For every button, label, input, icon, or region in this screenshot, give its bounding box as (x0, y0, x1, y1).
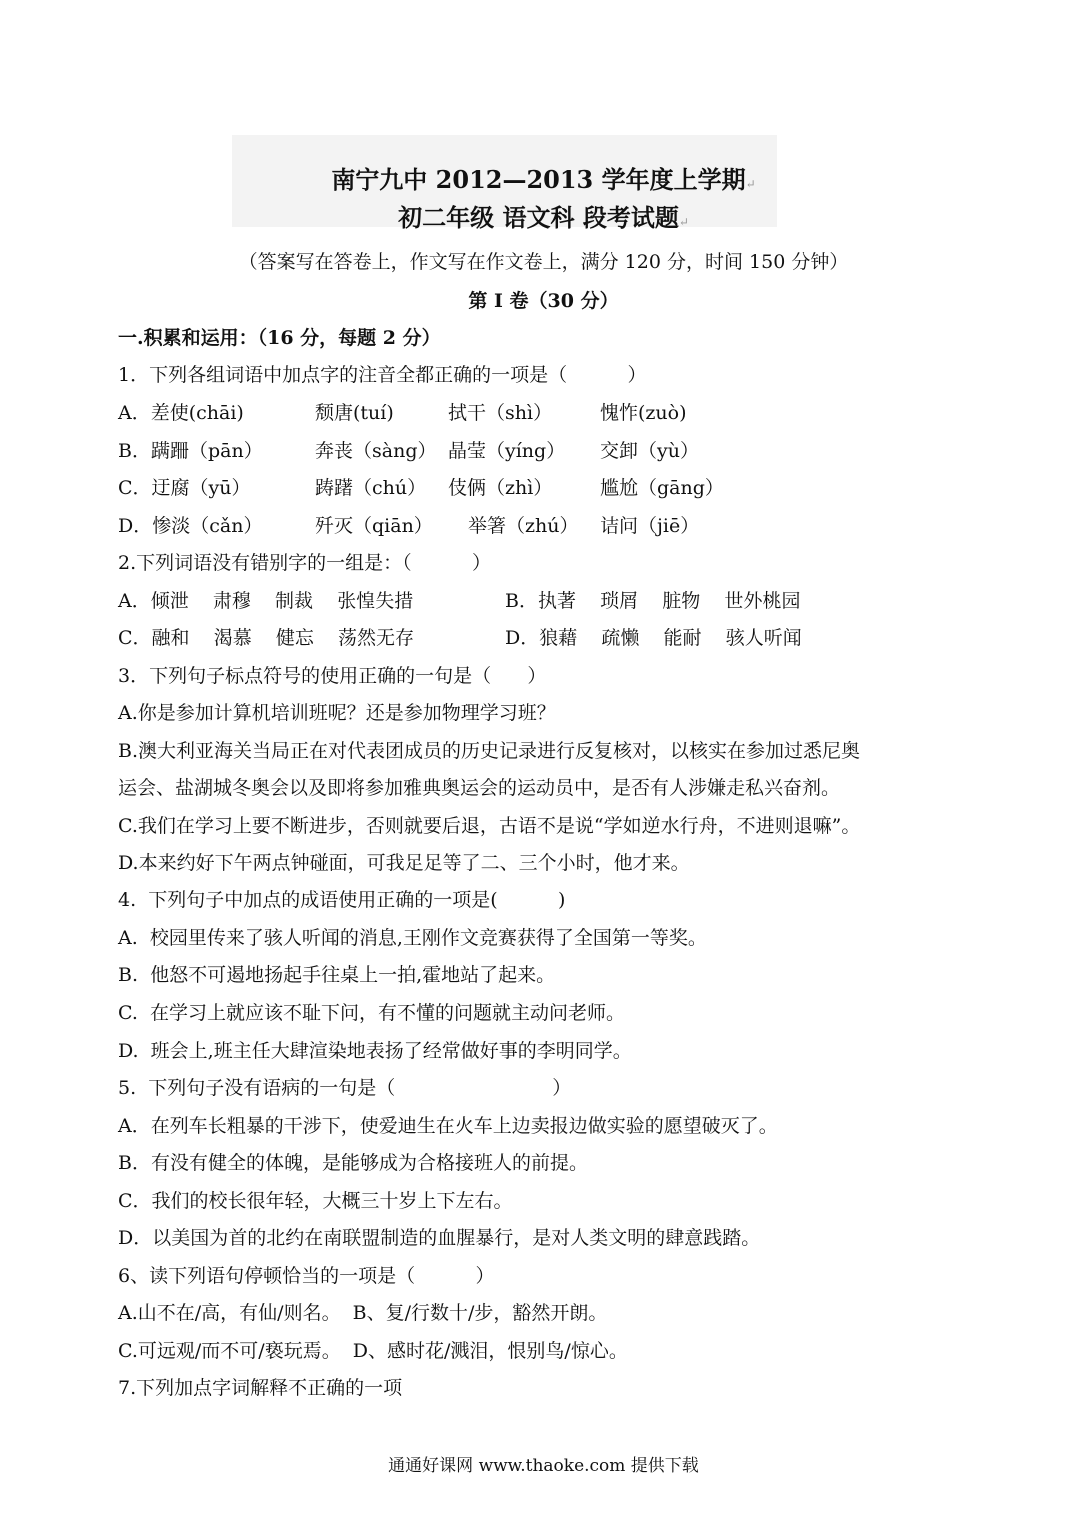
q2-option-a: A．倾泄 肃穆 制裁 张惶失措 (118, 590, 414, 612)
q1-c-option: 踌躇（chú） (315, 477, 427, 499)
q1-a-option: A．差使(chāi) (118, 402, 244, 424)
q3-option-b-cont: 运会、盐湖城冬奥会以及即将参加雅典奥运会的运动员中，是否有人涉嫌走私兴奋剂。 (118, 777, 841, 799)
q1-stem: 1．下列各组词语中加点字的注音全都正确的一项是（ ） (118, 364, 647, 386)
q1-b-option: 奔丧（sàng） (315, 440, 437, 462)
q1-b-option: 交卸（yù） (600, 440, 699, 462)
volume-title: 第 I 卷（30 分） (468, 290, 619, 312)
q6-stem: 6、读下列语句停顿恰当的一项是（ ） (118, 1265, 495, 1287)
q1-b-option: B．蹒跚（pān） (118, 440, 263, 462)
q5-option-a: A．在列车长粗暴的干涉下，使爱迪生在火车上边卖报边做实验的愿望破灭了。 (118, 1115, 778, 1137)
q6-options-ab: A.山不在/高，有仙/则名。 B、复/行数十/步，豁然开朗。 (118, 1302, 608, 1324)
q1-d-option: 歼灭（qiān） (315, 515, 433, 537)
q1-b-option: 晶莹（yíng） (448, 440, 566, 462)
q1-a-option: 拭干（shì） (448, 402, 553, 424)
q3-stem: 3．下列句子标点符号的使用正确的一句是（ ） (118, 665, 547, 687)
q1-a-option: 愧怍(zuò) (600, 402, 687, 424)
q4-option-d: D. 班会上,班主任大肆渲染地表扬了经常做好事的李明同学。 (118, 1040, 632, 1062)
q4-option-b: B. 他怒不可遏地扬起手往桌上一拍,霍地站了起来。 (118, 964, 556, 986)
q2-stem: 2.下列词语没有错别字的一组是：（ ） (118, 552, 492, 574)
q3-option-d: D.本来约好下午两点钟碰面，可我足足等了二、三个小时，他才来。 (118, 852, 690, 874)
q1-c-option: 尴尬（gāng） (600, 477, 724, 499)
footer-source: 通通好课网 www.thaoke.com 提供下载 (388, 1456, 699, 1476)
q1-a-option: 颓唐(tuí) (315, 402, 394, 424)
section1-heading: 一.积累和运用：（16 分，每题 2 分） (118, 327, 441, 349)
q6-options-cd: C.可远观/而不可/亵玩焉。 D、感时花/溅泪，恨别鸟/惊心。 (118, 1340, 628, 1362)
exam-title-line1: 南宁九中 2012—2013 学年度上学期↵ (331, 165, 756, 194)
q4-option-a: A. 校园里传来了骇人听闻的消息,王刚作文竞赛获得了全国第一等奖。 (118, 927, 707, 949)
instructions: （答案写在答卷上，作文写在作文卷上，满分 120 分，时间 150 分钟） (238, 251, 849, 273)
q3-option-a: A.你是参加计算机培训班呢？还是参加物理学习班？ (118, 702, 556, 724)
q1-c-option: 伎俩（zhì） (448, 477, 553, 499)
q1-d-option: D．惨淡（cǎn） (118, 515, 263, 537)
q3-option-c: C.我们在学习上要不断进步，否则就要后退，古语不是说“学如逆水行舟，不进则退嘛”。 (118, 815, 861, 837)
q5-option-b: B．有没有健全的体魄，是能够成为合格接班人的前提。 (118, 1152, 588, 1174)
q1-d-option: 举箸（zhú） (468, 515, 579, 537)
q2-option-b: B．执著 琐屑 脏物 世外桃园 (505, 590, 801, 612)
q3-option-b: B.澳大利亚海关当局正在对代表团成员的历史记录进行反复核对，以核实在参加过悉尼奥 (118, 740, 861, 762)
q4-stem: 4. 下列句子中加点的成语使用正确的一项是( ) (118, 889, 566, 911)
q2-option-c: C．融和 渴慕 健忘 荡然无存 (118, 627, 415, 649)
q5-option-d: D．以美国为首的北约在南联盟制造的血腥暴行，是对人类文明的肆意践踏。 (118, 1227, 761, 1249)
q1-c-option: C．迂腐（yū） (118, 477, 251, 499)
exam-title-line2: 初二年级 语文科 段考试题↵ (398, 203, 689, 232)
q5-stem: 5. 下列句子没有语病的一句是（ ） (118, 1077, 572, 1099)
q4-option-c: C. 在学习上就应该不耻下问，有不懂的问题就主动问老师。 (118, 1002, 625, 1024)
q1-d-option: 诘问（jiē） (600, 515, 700, 537)
q2-option-d: D．狼藉 疏懒 能耐 骇人听闻 (505, 627, 802, 649)
q7-stem: 7.下列加点字词解释不正确的一项 (118, 1377, 403, 1399)
return-mark: ↵ (745, 177, 756, 191)
return-mark: ↵ (678, 215, 689, 229)
q5-option-c: C．我们的校长很年轻，大概三十岁上下左右。 (118, 1190, 513, 1212)
